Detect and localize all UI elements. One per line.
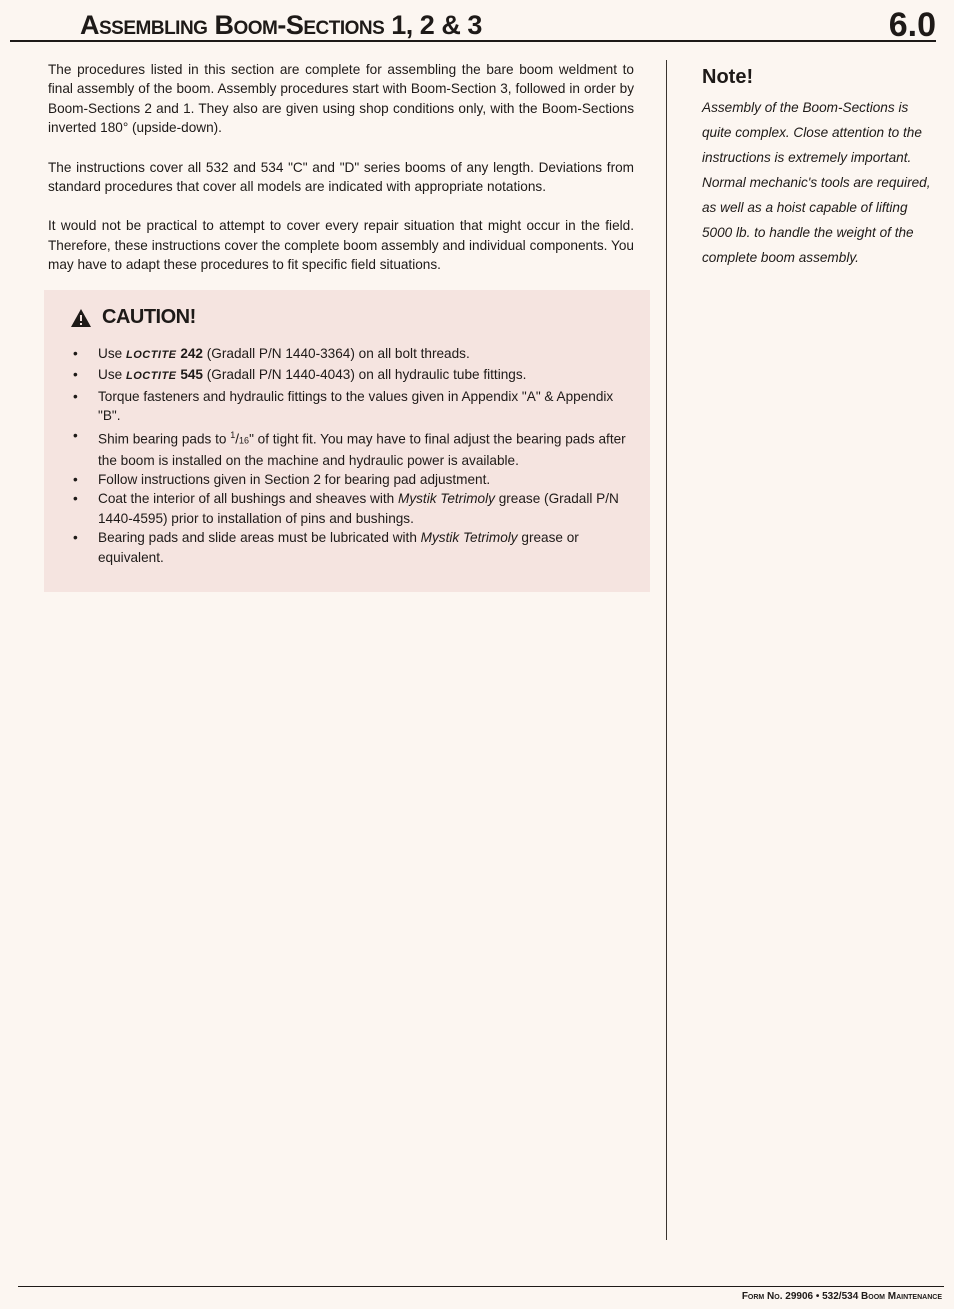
caution-list	[70, 344, 636, 567]
list-item: • Bearing pads and slide areas must be lubricated with Mystik Tetrimoly grease or equivalent.	[70, 528, 636, 567]
page-title: Assembling Boom-Sections 1, 2 & 3	[80, 10, 482, 40]
caution-label: CAUTION!	[102, 306, 196, 328]
loctite-brand: LOCTITE	[125, 370, 177, 383]
list-item: • Shim bearing pads to $^1$/16" of tight fit. You may have to final adjust the bearing pads after the boom is installed on the machine and hydraulic power is available.	[70, 426, 636, 470]
footer-rule	[18, 1286, 944, 1287]
section-number: 6.0	[888, 6, 936, 44]
list-item: • Torque fasteners and hydraulic fittings to the values given in Appendix "A" & Appendix "B".	[70, 387, 636, 426]
loctite-brand: LOCTITE	[125, 349, 177, 361]
caution-box	[44, 290, 650, 592]
coverage-paragraph: The instructions cover all 532 and 534 "C" and "D" series booms of any length. Deviations from standard procedures that cover all models are indicated with appropriate notations.	[48, 159, 634, 195]
list-item: • Follow instructions given in Section 2 for bearing pad adjustment.	[70, 470, 636, 489]
intro-paragraph: The procedures listed in this section are complete for assembling the bare boom weldment to final assembly of the boom. Assembly procedures start with Boom-Section 3, followed in order by Boom-Sections 2 and 1. They also are given using shop conditions only, with the Boom-Sections inverted 180° (upside-down).	[48, 62, 634, 136]
list-item: • Use LOCTITE 545 (Gradall P/N 1440-4043) on all hydraulic tube fittings.	[70, 365, 636, 386]
field-paragraph: It would not be practical to attempt to cover every repair situation that might occur in the field. Therefore, these instructions cover the complete boom assembly and individual components. You may have to adapt these procedures to fit specific field situations.	[48, 218, 634, 273]
warning-triangle-icon	[70, 308, 92, 328]
list-item: • Use LOCTITE 242 (Gradall P/N 1440-3364) on all bolt threads.	[70, 344, 636, 365]
footer-form-number: Form No. 29906 • 532/534 Boom Maintenance	[741, 1291, 942, 1302]
note-heading: Note!	[702, 66, 754, 88]
header-rule	[10, 40, 936, 42]
list-item: • Coat the interior of all bushings and sheaves with Mystik Tetrimoly grease (Gradall P/N 1440-4595) prior to installation of pins and bushings.	[70, 489, 636, 528]
main-content	[48, 60, 634, 295]
caution-heading	[70, 306, 196, 329]
column-divider	[666, 60, 667, 1240]
note-block	[702, 66, 938, 270]
note-body: Assembly of the Boom-Sections is quite complex. Close attention to the instructions is extremely important. Normal mechanic's tools are required, as well as a hoist capable of lifting 5000 lb. to handle the weight of the complete boom assembly.	[702, 100, 931, 265]
